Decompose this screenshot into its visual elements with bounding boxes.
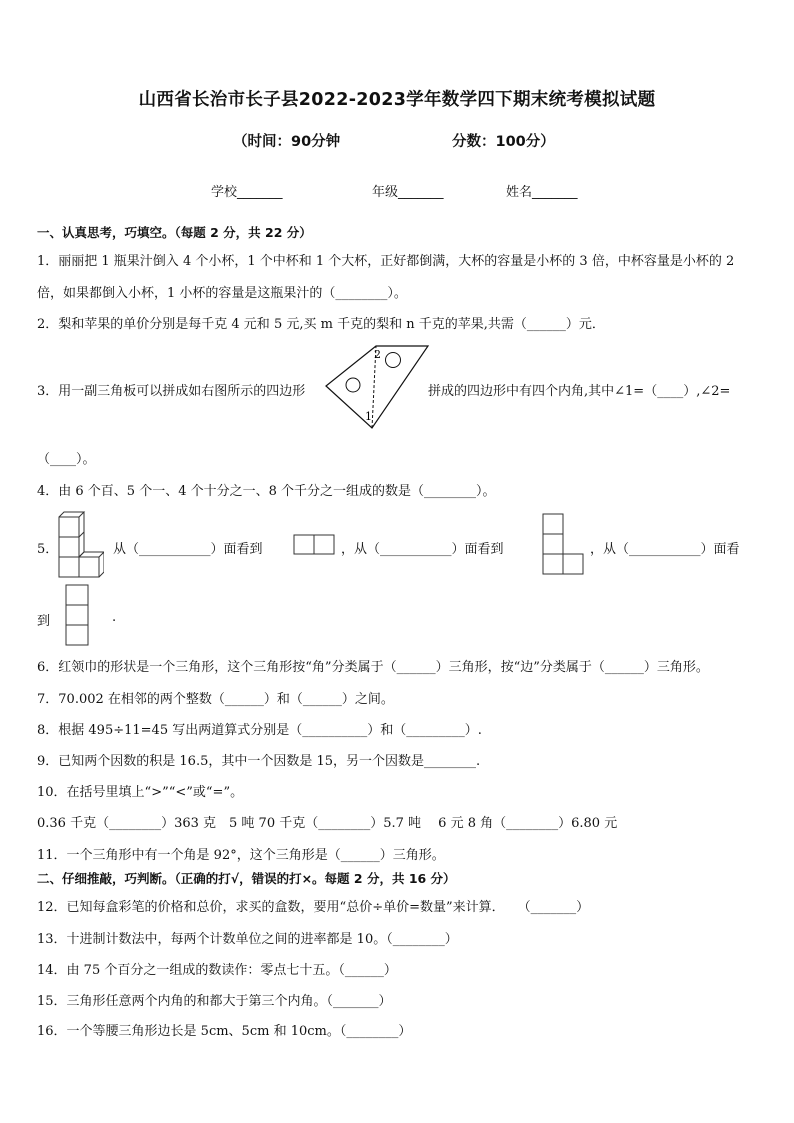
angle-2-label: 2 <box>374 348 381 361</box>
question-8: 8．根据 495÷11=45 写出两道算式分别是（__________）和（_________）. <box>37 723 482 738</box>
question-7: 7．70.002 在相邻的两个整数（______）和（______）之间。 <box>37 692 394 707</box>
question-15: 15．三角形任意两个内角的和都大于第三个内角。（_______） <box>37 994 392 1009</box>
question-5-part-b: ，从（___________）面看到 <box>341 542 504 557</box>
question-5-part-a: 从（___________）面看到 <box>113 542 263 557</box>
question-1-line-2: 倍，如果都倒入小杯，1 小杯的容量是这瓶果汁的（________）。 <box>37 286 407 301</box>
cube-stack-figure <box>58 510 104 578</box>
question-10: 10．在括号里填上“>”“<”或“=”。 <box>37 785 244 800</box>
exam-score: 分数：100分） <box>452 134 555 150</box>
grade-field: 年级_______ <box>372 185 444 200</box>
question-4: 4．由 6 个百、5 个一、4 个十分之一、8 个千分之一组成的数是（________）。 <box>37 484 496 499</box>
question-1-line-1: 1．丽丽把 1 瓶果汁倒入 4 个小杯，1 个中杯和 1 个大杯，正好都倒满，大杯的容量是小杯的 3 倍，中杯容量是小杯的 2 <box>37 254 735 269</box>
school-field: 学校_______ <box>211 185 283 200</box>
question-9: 9．已知两个因数的积是 16.5，其中一个因数是 15，另一个因数是________. <box>37 754 481 769</box>
view-column-shape <box>65 584 89 646</box>
question-5-part-d: 到 <box>37 614 51 629</box>
view-l-shape <box>542 513 584 575</box>
exam-time: （时间：90分钟 <box>233 134 341 150</box>
question-12: 12．已知每盒彩笔的价格和总价，求买的盒数，要用“总价÷单价=数量”来计算． （_______） <box>37 900 590 915</box>
question-6: 6．红领巾的形状是一个三角形，这个三角形按“角”分类属于（______）三角形，按“边”分类属于（______）三角形。 <box>37 660 709 675</box>
page-title: 山西省长治市长子县2022-2023学年数学四下期末统考模拟试题 <box>138 90 656 110</box>
question-5-number: 5． <box>37 542 59 557</box>
question-16: 16．一个等腰三角形边长是 5cm、5cm 和 10cm。（________） <box>37 1024 412 1039</box>
question-10-items: 0.36 千克（________）363 克 5 吨 70 千克（________）5.7 吨 6 元 8 角（________）6.80 元 <box>37 816 618 831</box>
question-2: 2．梨和苹果的单价分别是每千克 4 元和 5 元,买 m 千克的梨和 n 千克的苹果,共需（______）元． <box>37 317 605 332</box>
section-1-heading: 一、认真思考，巧填空。（每题 2 分，共 22 分） <box>37 225 312 240</box>
quadrilateral-figure <box>324 342 430 432</box>
question-13: 13．十进制计数法中，每两个计数单位之间的进率都是 10。（________） <box>37 932 458 947</box>
question-3-part-a: 3．用一副三角板可以拼成如右图所示的四边形 <box>37 384 306 399</box>
question-5-part-c: ，从（___________）面看 <box>590 542 740 557</box>
question-5-part-e: . <box>112 610 117 625</box>
view-two-squares <box>293 534 335 555</box>
name-field: 姓名_______ <box>506 185 578 200</box>
question-14: 14．由 75 个百分之一组成的数读作：零点七十五。（______） <box>37 963 397 978</box>
question-3-part-c: （____）。 <box>37 452 96 467</box>
question-11: 11．一个三角形中有一个角是 92°，这个三角形是（______）三角形。 <box>37 848 445 863</box>
section-2-heading: 二、仔细推敲，巧判断。（正确的打√，错误的打×。每题 2 分，共 16 分） <box>37 871 456 886</box>
question-3-part-b: 拼成的四边形中有四个内角,其中∠1=（____）,∠2= <box>428 384 731 399</box>
angle-1-label: 1 <box>365 410 372 423</box>
